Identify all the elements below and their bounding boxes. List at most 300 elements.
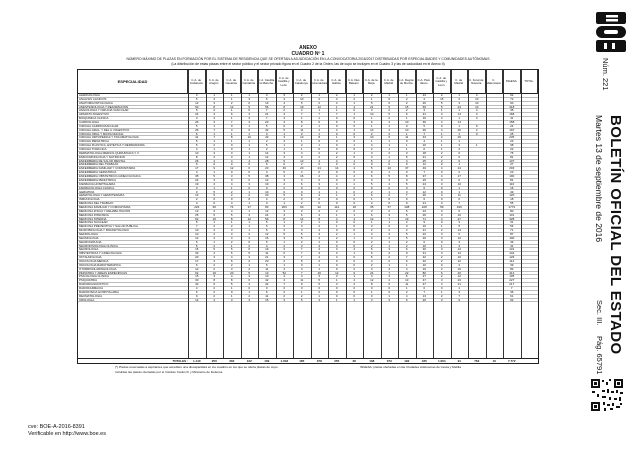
table-cell: 4 xyxy=(213,229,216,233)
table-cell: 1 xyxy=(213,171,216,175)
table-cell: 19 xyxy=(405,217,409,221)
table-cell: 9 xyxy=(353,271,356,275)
table-cell: 4 xyxy=(248,283,251,287)
total-cell: 1.018 xyxy=(280,359,288,363)
table-cell: 4 xyxy=(388,121,391,125)
table-cell: 3 xyxy=(248,121,251,125)
table-cell: 4 xyxy=(353,105,356,109)
table-cell: 3 xyxy=(300,263,303,267)
table-cell: 3 xyxy=(248,275,251,279)
table-cell: 1 xyxy=(475,144,478,148)
table-cell: 2 xyxy=(353,267,356,271)
specialty-name: GERIATRÍA xyxy=(79,190,95,194)
table-cell: 59 xyxy=(265,217,269,221)
column-header: C.A. Castilla la Mancha xyxy=(258,70,276,94)
table-cell: 6 xyxy=(265,97,268,101)
table-cell: 4 xyxy=(388,128,391,132)
table-cell: 31 xyxy=(422,113,426,117)
table-cell: 7 xyxy=(300,248,303,252)
table-cell: 4 xyxy=(300,109,303,113)
column-header: TOTAL xyxy=(521,70,539,94)
table-cell: 1 xyxy=(248,263,251,267)
table-cell: 1 xyxy=(440,144,443,148)
table-cell: 3 xyxy=(195,117,198,121)
table-cell: 11 xyxy=(300,128,304,132)
table-cell: 3 xyxy=(388,298,391,302)
table-cell: 4 xyxy=(335,128,338,132)
table-cell: 0 xyxy=(405,178,408,182)
specialty-name: MEDICINA NUCLEAR xyxy=(79,221,108,225)
table-cell: 1 xyxy=(230,140,233,144)
table-cell: 4 xyxy=(370,232,373,236)
footnote-defensa: Incluidas las plazas ofertadas por el Instituto Carlos III y Ministerio de Defensa xyxy=(115,370,223,374)
column-divider xyxy=(398,70,399,358)
column-header: C. Foral de Navarra xyxy=(468,70,486,94)
table-cell: 0 xyxy=(283,287,286,290)
table-cell: 0 xyxy=(335,259,338,263)
table-cell: 3 xyxy=(370,298,373,302)
table-cell: 2 xyxy=(213,267,216,271)
table-cell: 24 xyxy=(195,178,199,182)
specialty-name: NEUROLOGÍA xyxy=(79,248,99,252)
table-cell: 16 xyxy=(265,236,269,240)
table-cell: 21 xyxy=(422,155,426,159)
table-cell: 11 xyxy=(265,294,269,298)
table-cell: 2 xyxy=(230,263,233,267)
table-cell: 2 xyxy=(283,259,286,263)
table-cell: 6 xyxy=(405,248,408,252)
table-cell: 5 xyxy=(248,105,251,109)
table-cell: 2 xyxy=(370,229,373,233)
table-cell: 22 xyxy=(422,259,426,263)
table-cell: 235 xyxy=(509,136,515,140)
table-cell: 13 xyxy=(195,209,199,213)
table-cell: 328 xyxy=(509,217,515,221)
table-cell: 10 xyxy=(300,97,304,101)
specialty-name: MEDICINA DEL TRABAJO xyxy=(79,202,114,206)
total-cell: 255 xyxy=(334,359,340,363)
column-divider xyxy=(451,70,452,358)
table-cell: 20 xyxy=(265,259,269,263)
table-cell: 1 xyxy=(388,240,391,244)
table-cell: 38 xyxy=(510,109,514,113)
table-cell: 60 xyxy=(300,205,304,209)
table-cell: 2 xyxy=(318,155,321,159)
table-cell: 5 xyxy=(440,101,443,105)
table-cell: 2 xyxy=(300,144,303,148)
table-cell: 1 xyxy=(335,225,338,229)
table-cell: 6 xyxy=(318,121,321,125)
table-cell: 6 xyxy=(388,136,391,140)
table-cell: 3 xyxy=(195,186,198,190)
table-cell: 1 xyxy=(335,194,338,198)
table-cell: 4 xyxy=(195,171,198,175)
table-cell: 112 xyxy=(334,205,340,209)
table-cell: 12 xyxy=(265,232,269,236)
verification-link[interactable]: Verificable en http://www.boe.es xyxy=(28,431,106,437)
table-cell: 6 xyxy=(405,298,408,302)
table-cell: 32 xyxy=(265,128,269,132)
table-cell: 14 xyxy=(300,217,304,221)
specialty-name: NEUROFISIOLOGÍA CLÍNICA xyxy=(79,244,118,248)
table-cell: 0 xyxy=(335,198,338,202)
table-cell: 0 xyxy=(388,198,391,202)
table-cell: 4 xyxy=(230,275,233,279)
table-cell: 12 xyxy=(265,209,269,213)
table-cell: 0 xyxy=(353,124,356,128)
table-cell: 5 xyxy=(265,263,268,267)
table-cell: 5 xyxy=(370,256,373,260)
table-cell: 1 xyxy=(230,244,233,248)
table-cell: 3 xyxy=(440,248,443,252)
table-cell: 10 xyxy=(422,144,426,148)
table-cell: 0 xyxy=(440,287,443,290)
column-header: C. de Madrid xyxy=(451,70,469,94)
table-cell: 4 xyxy=(283,121,286,125)
table-cell: 12 xyxy=(457,248,461,252)
table-cell: 4 xyxy=(335,182,338,186)
table-cell: 2 xyxy=(440,267,443,271)
table-cell: 27 xyxy=(510,163,514,167)
table-cell: 2 xyxy=(440,256,443,260)
table-cell: 1 xyxy=(353,113,356,117)
table-cell: 0 xyxy=(318,287,321,290)
table-cell: 6 xyxy=(423,240,426,244)
table-cell: 30 xyxy=(422,248,426,252)
specialty-name: OBSTETRICIA Y GINECOLOGÍA xyxy=(79,252,122,256)
table-cell: 6 xyxy=(370,194,373,198)
table-cell: 3 xyxy=(300,155,303,159)
table-cell: 1 xyxy=(353,128,356,132)
table-cell: 5 xyxy=(248,252,251,256)
table-cell: 2 xyxy=(405,290,408,294)
table-cell: 0 xyxy=(475,124,478,128)
table-cell: 1 xyxy=(458,132,461,136)
table-cell: 4 xyxy=(405,159,408,163)
table-cell: 7 xyxy=(265,109,268,113)
column-divider xyxy=(503,70,504,358)
table-cell: 4 xyxy=(335,175,338,179)
table-cell: 4 xyxy=(265,171,268,175)
table-cell: 3 xyxy=(248,236,251,240)
table-cell: 39 xyxy=(510,263,514,267)
table-cell: 2 xyxy=(318,209,321,213)
table-cell: 4 xyxy=(265,198,268,202)
table-cell: 2 xyxy=(283,109,286,113)
table-cell: 4 xyxy=(300,171,303,175)
table-cell: 2 xyxy=(248,259,251,263)
table-cell: 3 xyxy=(318,244,321,248)
table-cell: 2 xyxy=(440,259,443,263)
table-cell: 1 xyxy=(370,117,373,121)
table-cell: 1 xyxy=(230,186,233,190)
table-cell: 80 xyxy=(510,209,514,213)
table-cell: 5 xyxy=(405,236,408,240)
table-cell: 1 xyxy=(318,94,321,97)
table-cell: 2 xyxy=(335,94,338,97)
table-cell: 0 xyxy=(475,132,478,136)
table-cell: 6 xyxy=(405,259,408,263)
table-cell: 1 xyxy=(335,136,338,140)
column-divider xyxy=(346,70,347,358)
table-cell: 2 xyxy=(300,163,303,167)
table-cell: 23 xyxy=(265,121,269,125)
column-divider xyxy=(206,70,207,358)
table-cell: 0 xyxy=(230,290,233,294)
table-cell: 0 xyxy=(353,290,356,294)
specialty-name: MEDICINA INTERNA xyxy=(79,217,107,221)
table-cell: 2 xyxy=(213,290,216,294)
table-cell: 5 xyxy=(213,213,216,217)
table-cell: 8 xyxy=(195,155,198,159)
specialty-name: OFTALMOLOGÍA xyxy=(79,256,102,260)
table-cell xyxy=(468,299,486,303)
table-cell: 1 xyxy=(388,94,391,97)
table-cell: 2 xyxy=(213,294,216,298)
specialty-name: ANÁLISIS CLÍNICOS xyxy=(79,97,107,101)
table-cell: 22 xyxy=(405,271,409,275)
table-cell: 0 xyxy=(353,287,356,290)
table-cell: 20 xyxy=(230,271,234,275)
table-cell: 0 xyxy=(405,202,408,206)
table-cell: 3 xyxy=(195,94,198,97)
table-cell: 39 xyxy=(510,240,514,244)
table-cell: 1 xyxy=(318,117,321,121)
table-cell: 8 xyxy=(213,279,216,283)
column-header: C.A. de Extremadura xyxy=(311,70,329,94)
table-cell: 5 xyxy=(300,236,303,240)
table-cell: 2 xyxy=(283,244,286,248)
table-cell: 0 xyxy=(440,178,443,182)
table-cell: 2 xyxy=(405,221,408,225)
specialty-name: DERMATOLOGÍA MÉDICO-QUIRÚRGICA Y V. xyxy=(79,151,140,155)
table-cell: 1 xyxy=(370,97,373,101)
table-cell: 2 xyxy=(300,221,303,225)
table-cell: 2 xyxy=(405,240,408,244)
table-cell: 3 xyxy=(458,101,461,105)
table-cell: 6 xyxy=(248,128,251,132)
table-cell: 1 xyxy=(405,148,408,152)
column-divider xyxy=(468,70,469,358)
table-cell: 24 xyxy=(510,124,514,128)
table-cell: 4 xyxy=(388,275,391,279)
table-cell: 0 xyxy=(248,198,251,202)
table-cell: 8 xyxy=(318,136,321,140)
table-cell: 3 xyxy=(248,298,251,302)
table-cell: 1 xyxy=(388,140,391,144)
table-cell: 1 xyxy=(213,94,216,97)
table-cell: 3 xyxy=(318,298,321,302)
table-cell: 22 xyxy=(422,232,426,236)
table-cell: 0 xyxy=(335,267,338,271)
table-cell: 2 xyxy=(370,240,373,244)
table-cell: 2 xyxy=(283,294,286,298)
table-cell: 108 xyxy=(404,205,410,209)
table-cell: 2 xyxy=(353,194,356,198)
table-cell: 0 xyxy=(353,259,356,263)
table-cell: 228 xyxy=(421,205,427,209)
table-cell: 4 xyxy=(318,194,321,198)
table-cell: 20 xyxy=(265,194,269,198)
table-cell: 2 xyxy=(440,151,443,155)
table-cell: 1 xyxy=(388,221,391,225)
annex-document xyxy=(70,45,546,390)
table-cell: 7 xyxy=(458,294,461,298)
table-cell: 0 xyxy=(405,186,408,190)
specialty-name: ONCOLOGÍA MÉDICA xyxy=(79,259,109,263)
table-cell: 4 xyxy=(213,159,216,163)
table-cell: 13 xyxy=(300,159,304,163)
table-cell: 1 xyxy=(283,240,286,244)
table-cell: 5 xyxy=(388,113,391,117)
footnote-ingesa: INGESA: plazas ofertadas en las Ciudades Autónomas de Ceuta y Melilla xyxy=(360,365,461,369)
specialty-name: ONCOLOGÍA RADIOTERÁPICA xyxy=(79,263,121,267)
table-cell: 1 xyxy=(248,155,251,159)
table-cell: 2 xyxy=(370,132,373,136)
table-cell: 1 xyxy=(318,190,321,194)
table-cell: 4 xyxy=(388,279,391,283)
table-cell: 30 xyxy=(422,121,426,125)
cve-code: cve: BOE-A-2016-8391 xyxy=(28,424,85,430)
total-cell: 435 xyxy=(421,359,427,363)
table-cell: 2 xyxy=(213,225,216,229)
table-cell: 1 xyxy=(230,109,233,113)
table-cell: 6 xyxy=(230,252,233,256)
table-cell: 0 xyxy=(388,287,391,290)
column-header: C. Valenciana xyxy=(486,70,504,94)
table-cell: 131 xyxy=(509,248,515,252)
table-cell: 0 xyxy=(213,163,216,167)
table-cell: 0 xyxy=(370,186,373,190)
table-cell: 6 xyxy=(370,248,373,252)
table-cell: 0 xyxy=(230,124,233,128)
table-cell: 0 xyxy=(283,171,286,175)
table-cell: 20 xyxy=(422,298,426,302)
table-cell: 1 xyxy=(318,267,321,271)
table-cell: 0 xyxy=(440,198,443,202)
table-cell: 4 xyxy=(195,148,198,152)
table-cell: 1 xyxy=(388,124,391,128)
table-cell: 1 xyxy=(335,298,338,302)
table-cell: 24 xyxy=(457,105,461,109)
table-cell: 13 xyxy=(422,294,426,298)
table-cell: 1 xyxy=(458,109,461,113)
table-cell: 10 xyxy=(195,232,199,236)
table-cell: 2 xyxy=(213,244,216,248)
table-cell: 3 xyxy=(230,175,233,179)
table-cell: 3 xyxy=(458,290,461,294)
table-cell: 36 xyxy=(422,128,426,132)
table-cell: 10 xyxy=(265,190,269,194)
table-cell: 2 xyxy=(318,259,321,263)
table-cell: 2 xyxy=(388,194,391,198)
table-cell: 6 xyxy=(195,240,198,244)
total-cell: 10 xyxy=(492,359,496,363)
table-cell: 81 xyxy=(510,155,514,159)
table-cell: 49 xyxy=(510,190,514,194)
table-cell: 2 xyxy=(213,109,216,113)
table-cell: 0 xyxy=(318,140,321,144)
table-cell: 1 xyxy=(213,148,216,152)
table-cell: 7 xyxy=(335,113,338,117)
table-cell: 10 xyxy=(475,101,479,105)
table-cell: 116 xyxy=(509,182,515,186)
table-cell: 3 xyxy=(300,178,303,182)
table-cell: 0 xyxy=(265,186,268,190)
table-cell: 10 xyxy=(475,105,479,109)
table-cell: 4 xyxy=(213,117,216,121)
table-cell: 23 xyxy=(510,171,514,175)
table-cell: 3 xyxy=(388,213,391,217)
table-cell: 4 xyxy=(440,167,443,171)
table-cell: 0 xyxy=(353,198,356,202)
table-cell: 0 xyxy=(353,171,356,175)
column-header: ESPECIALIDAD xyxy=(78,70,188,94)
table-cell: 6 xyxy=(283,252,286,256)
table-cell: 2 xyxy=(230,101,233,105)
table-cell: 10 xyxy=(422,244,426,248)
total-cell: 302 xyxy=(229,359,235,363)
table-cell: 87 xyxy=(510,232,514,236)
table-cell: 1 xyxy=(370,198,373,202)
table-cell: 5 xyxy=(405,182,408,186)
table-cell: 6 xyxy=(458,155,461,159)
table-cell: 32 xyxy=(422,256,426,260)
column-divider xyxy=(416,70,417,358)
column-header: C.A. de la Rioja xyxy=(363,70,381,94)
table-cell: 30 xyxy=(195,279,199,283)
column-header: C.A. País Vasco xyxy=(416,70,434,94)
table-cell: 0 xyxy=(335,144,338,148)
table-cell: 1 xyxy=(458,117,461,121)
column-divider xyxy=(486,70,487,358)
table-cell: 6 xyxy=(195,132,198,136)
table-cell: 6 xyxy=(370,175,373,179)
table-cell: 3 xyxy=(248,97,251,101)
table-cell: 19 xyxy=(265,182,269,186)
table-cell: 8 xyxy=(230,279,233,283)
column-header: C.A. de Madrid xyxy=(381,70,399,94)
table-cell: 4 xyxy=(283,213,286,217)
table-cell: 5 xyxy=(370,167,373,171)
table-cell: 3 xyxy=(283,178,286,182)
table-cell: 60 xyxy=(195,105,199,109)
specialty-name: CARDIOLOGÍA xyxy=(79,121,100,125)
table-cell: 27 xyxy=(457,217,461,221)
table-cell: 14 xyxy=(265,151,269,155)
table-cell: 0 xyxy=(318,186,321,190)
table-cell: 56 xyxy=(510,225,514,229)
issue-number: Núm. 221 xyxy=(601,58,610,91)
table-cell: 3 xyxy=(370,109,373,113)
table-cell: 0 xyxy=(248,171,251,175)
table-cell: 12 xyxy=(457,259,461,263)
specialty-name: NEUROCIRUGÍA xyxy=(79,240,102,244)
table-cell: 4 xyxy=(458,263,461,267)
table-cell: 4 xyxy=(318,229,321,233)
table-cell: 40 xyxy=(457,271,461,275)
table-cell: 8 xyxy=(405,175,408,179)
table-cell: 3 xyxy=(440,182,443,186)
table-cell: 4 xyxy=(370,236,373,240)
table-cell: 2 xyxy=(318,97,321,101)
table-cell: 1 xyxy=(353,213,356,217)
table-cell: 0 xyxy=(353,240,356,244)
table-cell: 1 xyxy=(458,186,461,190)
table-cell: 7 xyxy=(213,128,216,132)
table-cell: 16 xyxy=(212,271,216,275)
table-cell: 3 xyxy=(283,256,286,260)
